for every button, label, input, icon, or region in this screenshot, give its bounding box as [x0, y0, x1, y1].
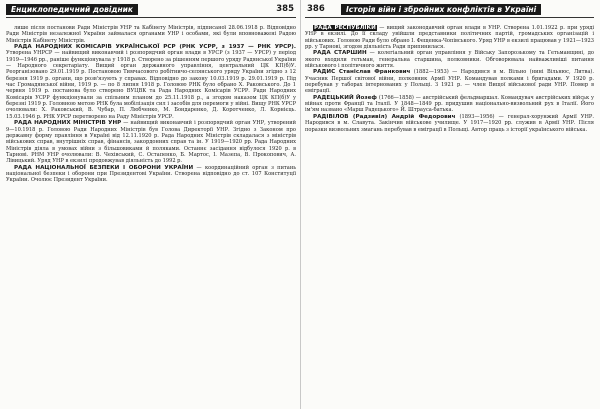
article-paragraph: [6, 25, 296, 44]
article-headword: РАДА НАЦІОНАЛЬНОЇ БЕЗПЕКИ І ОБОРОНИ УКРАЇНИ: [14, 164, 194, 171]
right-page: [300, 0, 600, 409]
page-number: 385: [276, 4, 294, 14]
article-text: — колегіальний орган управління у Війську Запорозькому та Гетьманщині, до якого входили гетьман, генеральна старшина, полковники. Обговорювала найважливіші питання військового і політичного життя.: [305, 50, 594, 70]
article-paragraph: [305, 25, 594, 50]
running-title: Історія війн і збройних конфліктів в Україні: [341, 4, 541, 15]
article-text: (1882—1953) — Народився в м. Вільно (нині Вільнюс, Литва). Учасник Першої світової війни, полковник Армії УНР. Командував полками і бригадами. У 1920 р. перебував у таборах інтернованих у Польщі. З 1921 р. — член Вищої військової ради УНР. Помер в еміграції.: [305, 69, 594, 95]
page-number: 386: [307, 4, 325, 14]
article-text: — найвищий виконавчий і розпорядчий орган УНР, утворений 9—10.1918 р. Головою Ради Народних Міністрів був Голова Директорії УНР. Згідно з Законом про державну форму правління в Україні від 12.11.1920 р. Рада Народних Міністрів складалася з міністрів військових справ, внутрішніх справ, фінансів, закордонних справ та ін. У 1919—1920 рр. Рада Народних Міністрів діяла в умовах війни з більшовиками й поляками. Останнє засідання відбулося 1920 р. в Тарнові. РНМ УНР очолювали: В. Чехівський, С. Остапенко, Б. Мартос, І. Мазепа, В. Прокопович, А. Лівицький. Уряд УНР в екзилі продовжував діяльність до 1992 р.: [6, 120, 296, 165]
article-headword: РАДА РЕСПУБЛІКИ: [314, 25, 376, 31]
right-page-header: [305, 3, 594, 18]
article-paragraph: [305, 95, 594, 114]
article-paragraph: [6, 120, 296, 164]
article-headword: РАДІВІЛОВ (Радзивіл) Андрій Федорович: [313, 113, 456, 120]
article-headword: РАДА НАРОДНИХ КОМІСАРІВ УКРАЇНСЬКОЇ РСР (РНК УСРР, з 1937 — РНК УРСР).: [14, 44, 296, 51]
running-title: Енциклопедичний довідник: [6, 4, 138, 15]
article-text: Утворена УНРСР — найвищий виконавчий і розпорядчий орган влади в УРСР (з 1937 — УРСР) у період 1919—1946 рр., раніше функціонувала у 1918 р. Створено за рішенням першого уряду Радянської України — Народного секретаріату. Вищий орган державного управління, центральний ЦК КП(б)У. Реорганізовано 29.01.1919 р. Постановою Тимчасового робітничо-селянського уряду України згідно з 12 березня 1919 р. органи, що розв'язують у справах. Відповідно до закону 10.03.1919 р. 29.01.1919 р. Під час Громадянської війни, 1919 р. — по 8 липня 1918 р. Головою РНК було обрано Х. Раковського. До 1 червня 1919 р. постанова було створено ВУЦВК та Рада Народних Комісарів УСРР. Ради Народних Комісарів УСРР функціонували за спільним планом до 25.11.1918 р., а згодом наказом ЦК КП(б)У у березні 1919 р. Головною метою РНК була мобілізація сил і засобів для перемоги у війні. Вищу РНК УРСР очолювали: Х. Раковський, В. Чубар, П. Любченко, М. Бондаренко, Д. Коротченко, Л. Корнієць. 15.03.1946 р. РНК УРСР перетворено на Раду Міністрів УРСР.: [6, 50, 296, 120]
article-paragraph: [305, 50, 594, 69]
article-text: (1893—1956) — генерал-хорунжий Армії УНР. Народився в м. Славута. Закінчив військове училище. У 1917—1920 рр. служив в Армії УНР. Після поразки визвольних змагань перебував в еміграції в Польщі. Автор праць з історії українського війська.: [305, 113, 594, 133]
article-paragraph: [6, 165, 296, 184]
article-headword: РАДА НАРОДНИХ МІНІСТРІВ УНР: [14, 120, 122, 127]
article-headword: РАДИС Станіслав Франкович: [313, 69, 411, 76]
article-text: — вищий законодавчий орган влади в УНР. Створена 1.01.1922 р. при уряді УНР в екзилі. До її складу увійшли представники політичних партій, громадських організацій і військових. Головою Ради було обрано І. Фещенка-Чопівського. Уряд УНР в екзилі працював у 1921—1923 рр. у Тарнові, згодом діяльність Ради припинилася.: [305, 25, 594, 51]
article-paragraph: [6, 44, 296, 120]
article-headword: РАДЕЦЬКИЙ Йозеф: [313, 94, 377, 101]
article-text: (1766—1858) — австрійський фельдмаршал. Командувач австрійських військ у війнах проти Франції та Італії. У 1848—1849 рр. придушив національно-визвольний рух в Італії. Його ім'ям названо «Марш Радецького» Й. Штрауса-батька.: [305, 94, 595, 114]
article-headword: РАДА СТАРШИН: [313, 50, 367, 57]
left-page-header: [6, 3, 296, 18]
article-paragraph: [305, 69, 594, 94]
article-text: лише після постанови Ради Міністрів УНР та Кабінету Міністрів, підписаної 28.06.1918 р. Відповідно Ради Міністрів незалежної України займалася органами УНР і особами, які були вповноважені Радою Міністрів Кабінету Міністрів.: [6, 25, 296, 44]
article-text: — координаційний орган з питань національної безпеки і оборони при Президентові України. Створена відповідно до ст. 107 Конституції України. Очолює Президент України.: [6, 164, 296, 184]
article-paragraph: [305, 114, 594, 133]
